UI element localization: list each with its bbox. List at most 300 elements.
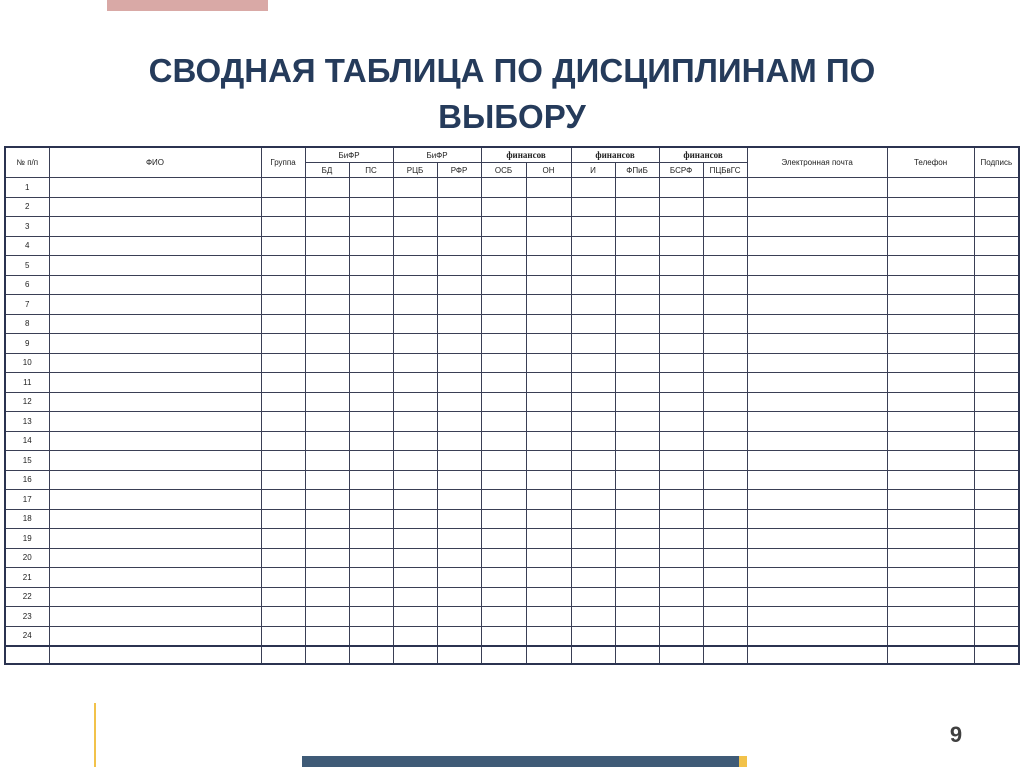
table-cell[interactable] bbox=[659, 587, 703, 607]
table-cell[interactable] bbox=[305, 587, 349, 607]
table-cell[interactable] bbox=[887, 334, 974, 354]
table-cell[interactable] bbox=[659, 646, 703, 664]
table-cell[interactable] bbox=[571, 412, 615, 432]
table-cell[interactable] bbox=[349, 275, 393, 295]
table-cell[interactable] bbox=[974, 587, 1019, 607]
table-cell[interactable] bbox=[261, 509, 305, 529]
table-cell[interactable] bbox=[571, 607, 615, 627]
table-cell[interactable] bbox=[526, 256, 571, 276]
table-cell[interactable] bbox=[747, 197, 887, 217]
table-cell[interactable] bbox=[747, 626, 887, 646]
table-cell[interactable] bbox=[349, 236, 393, 256]
table-cell[interactable] bbox=[887, 490, 974, 510]
table-cell[interactable] bbox=[49, 548, 261, 568]
table-cell[interactable] bbox=[615, 529, 659, 549]
table-cell[interactable] bbox=[481, 587, 526, 607]
table-cell[interactable] bbox=[49, 236, 261, 256]
table-cell[interactable] bbox=[305, 236, 349, 256]
table-cell[interactable] bbox=[747, 431, 887, 451]
table-cell[interactable] bbox=[571, 587, 615, 607]
table-cell[interactable] bbox=[526, 451, 571, 471]
table-cell[interactable] bbox=[305, 275, 349, 295]
table-cell[interactable] bbox=[49, 178, 261, 198]
table-cell[interactable] bbox=[481, 509, 526, 529]
table-cell[interactable] bbox=[437, 607, 481, 627]
table-cell[interactable] bbox=[974, 256, 1019, 276]
table-cell[interactable] bbox=[49, 256, 261, 276]
table-cell[interactable] bbox=[349, 178, 393, 198]
table-cell[interactable] bbox=[659, 256, 703, 276]
table-cell[interactable] bbox=[305, 470, 349, 490]
table-cell[interactable] bbox=[393, 236, 437, 256]
table-cell[interactable] bbox=[49, 587, 261, 607]
table-cell[interactable] bbox=[393, 217, 437, 237]
table-cell[interactable] bbox=[261, 217, 305, 237]
table-cell[interactable] bbox=[703, 236, 747, 256]
table-cell[interactable] bbox=[393, 295, 437, 315]
table-cell[interactable] bbox=[393, 353, 437, 373]
table-cell[interactable] bbox=[349, 587, 393, 607]
table-cell[interactable] bbox=[571, 470, 615, 490]
table-cell[interactable] bbox=[261, 470, 305, 490]
table-cell[interactable] bbox=[703, 353, 747, 373]
table-cell[interactable] bbox=[49, 197, 261, 217]
table-cell[interactable] bbox=[481, 217, 526, 237]
table-cell[interactable] bbox=[747, 451, 887, 471]
table-cell[interactable] bbox=[615, 217, 659, 237]
table-cell[interactable] bbox=[305, 256, 349, 276]
table-cell[interactable] bbox=[615, 587, 659, 607]
table-cell[interactable] bbox=[526, 314, 571, 334]
table-cell[interactable] bbox=[526, 178, 571, 198]
table-cell[interactable] bbox=[261, 451, 305, 471]
table-cell[interactable] bbox=[305, 548, 349, 568]
table-cell[interactable] bbox=[747, 334, 887, 354]
table-cell[interactable] bbox=[261, 197, 305, 217]
table-cell[interactable] bbox=[615, 353, 659, 373]
table-cell[interactable] bbox=[703, 451, 747, 471]
table-cell[interactable] bbox=[393, 568, 437, 588]
table-cell[interactable] bbox=[747, 314, 887, 334]
table-cell[interactable] bbox=[437, 529, 481, 549]
table-cell[interactable] bbox=[481, 197, 526, 217]
table-cell[interactable] bbox=[571, 295, 615, 315]
table-cell[interactable] bbox=[261, 373, 305, 393]
table-cell[interactable] bbox=[349, 217, 393, 237]
table-cell[interactable] bbox=[887, 392, 974, 412]
table-cell[interactable] bbox=[49, 373, 261, 393]
table-cell[interactable] bbox=[481, 392, 526, 412]
table-cell[interactable] bbox=[437, 490, 481, 510]
table-cell[interactable] bbox=[703, 295, 747, 315]
table-cell[interactable] bbox=[703, 392, 747, 412]
table-cell[interactable] bbox=[437, 295, 481, 315]
table-cell[interactable] bbox=[349, 314, 393, 334]
table-cell[interactable] bbox=[571, 197, 615, 217]
table-cell[interactable] bbox=[349, 607, 393, 627]
table-cell[interactable] bbox=[349, 646, 393, 664]
table-cell[interactable] bbox=[261, 646, 305, 664]
table-cell[interactable] bbox=[615, 275, 659, 295]
table-cell[interactable] bbox=[49, 607, 261, 627]
table-cell[interactable] bbox=[481, 431, 526, 451]
table-cell[interactable] bbox=[481, 353, 526, 373]
table-cell[interactable] bbox=[571, 217, 615, 237]
table-cell[interactable] bbox=[974, 314, 1019, 334]
table-cell[interactable] bbox=[437, 392, 481, 412]
table-cell[interactable] bbox=[437, 236, 481, 256]
table-cell[interactable] bbox=[571, 373, 615, 393]
table-cell[interactable] bbox=[615, 431, 659, 451]
table-cell[interactable] bbox=[305, 295, 349, 315]
table-cell[interactable] bbox=[305, 431, 349, 451]
table-cell[interactable] bbox=[974, 353, 1019, 373]
table-cell[interactable] bbox=[349, 490, 393, 510]
table-cell[interactable] bbox=[659, 275, 703, 295]
table-cell[interactable] bbox=[747, 412, 887, 432]
table-cell[interactable] bbox=[974, 373, 1019, 393]
table-cell[interactable] bbox=[615, 392, 659, 412]
table-cell[interactable] bbox=[261, 626, 305, 646]
table-cell[interactable] bbox=[615, 295, 659, 315]
table-cell[interactable] bbox=[305, 509, 349, 529]
table-cell[interactable] bbox=[703, 529, 747, 549]
table-cell[interactable] bbox=[261, 353, 305, 373]
table-cell[interactable] bbox=[659, 197, 703, 217]
table-cell[interactable] bbox=[571, 334, 615, 354]
table-cell[interactable] bbox=[747, 275, 887, 295]
table-cell[interactable] bbox=[747, 548, 887, 568]
table-cell[interactable] bbox=[261, 490, 305, 510]
table-cell[interactable] bbox=[571, 353, 615, 373]
table-cell[interactable] bbox=[349, 548, 393, 568]
table-cell[interactable] bbox=[481, 256, 526, 276]
table-cell[interactable] bbox=[49, 217, 261, 237]
table-cell[interactable] bbox=[887, 197, 974, 217]
table-cell[interactable] bbox=[481, 275, 526, 295]
table-cell[interactable] bbox=[615, 451, 659, 471]
table-cell[interactable] bbox=[305, 568, 349, 588]
table-cell[interactable] bbox=[305, 607, 349, 627]
table-cell[interactable] bbox=[659, 178, 703, 198]
table-cell[interactable] bbox=[974, 470, 1019, 490]
table-cell[interactable] bbox=[615, 607, 659, 627]
table-cell[interactable] bbox=[437, 431, 481, 451]
table-cell[interactable] bbox=[305, 646, 349, 664]
table-cell[interactable] bbox=[49, 353, 261, 373]
table-cell[interactable] bbox=[747, 587, 887, 607]
table-cell[interactable] bbox=[393, 490, 437, 510]
table-cell[interactable] bbox=[703, 626, 747, 646]
table-cell[interactable] bbox=[703, 587, 747, 607]
table-cell[interactable] bbox=[703, 373, 747, 393]
table-cell[interactable] bbox=[659, 353, 703, 373]
table-cell[interactable] bbox=[49, 392, 261, 412]
table-cell[interactable] bbox=[747, 353, 887, 373]
table-cell[interactable] bbox=[481, 470, 526, 490]
table-cell[interactable] bbox=[974, 490, 1019, 510]
table-cell[interactable] bbox=[349, 451, 393, 471]
table-cell[interactable] bbox=[481, 314, 526, 334]
table-cell[interactable] bbox=[49, 451, 261, 471]
table-cell[interactable] bbox=[393, 412, 437, 432]
table-cell[interactable] bbox=[349, 295, 393, 315]
table-cell[interactable] bbox=[481, 490, 526, 510]
table-cell[interactable] bbox=[703, 256, 747, 276]
table-cell[interactable] bbox=[49, 314, 261, 334]
table-cell[interactable] bbox=[481, 334, 526, 354]
table-cell[interactable] bbox=[887, 275, 974, 295]
table-cell[interactable] bbox=[437, 646, 481, 664]
table-cell[interactable] bbox=[615, 236, 659, 256]
table-cell[interactable] bbox=[703, 646, 747, 664]
table-cell[interactable] bbox=[393, 373, 437, 393]
table-cell[interactable] bbox=[747, 236, 887, 256]
table-cell[interactable] bbox=[974, 509, 1019, 529]
table-cell[interactable] bbox=[349, 256, 393, 276]
table-cell[interactable] bbox=[974, 275, 1019, 295]
table-cell[interactable] bbox=[659, 217, 703, 237]
table-cell[interactable] bbox=[974, 197, 1019, 217]
table-cell[interactable] bbox=[974, 412, 1019, 432]
table-cell[interactable] bbox=[305, 626, 349, 646]
table-cell[interactable] bbox=[393, 178, 437, 198]
table-cell[interactable] bbox=[349, 197, 393, 217]
table-cell[interactable] bbox=[747, 217, 887, 237]
table-cell[interactable] bbox=[349, 373, 393, 393]
table-cell[interactable] bbox=[49, 626, 261, 646]
table-cell[interactable] bbox=[659, 412, 703, 432]
table-cell[interactable] bbox=[615, 334, 659, 354]
table-cell[interactable] bbox=[974, 431, 1019, 451]
table-cell[interactable] bbox=[349, 334, 393, 354]
table-cell[interactable] bbox=[261, 314, 305, 334]
table-cell[interactable] bbox=[261, 548, 305, 568]
table-cell[interactable] bbox=[571, 626, 615, 646]
table-cell[interactable] bbox=[261, 431, 305, 451]
table-cell[interactable] bbox=[349, 470, 393, 490]
table-cell[interactable] bbox=[437, 353, 481, 373]
table-cell[interactable] bbox=[437, 197, 481, 217]
table-cell[interactable] bbox=[974, 607, 1019, 627]
table-cell[interactable] bbox=[659, 490, 703, 510]
table-cell[interactable] bbox=[887, 587, 974, 607]
table-cell[interactable] bbox=[526, 587, 571, 607]
table-cell[interactable] bbox=[571, 548, 615, 568]
table-cell[interactable] bbox=[261, 412, 305, 432]
table-cell[interactable] bbox=[615, 373, 659, 393]
table-cell[interactable] bbox=[349, 626, 393, 646]
table-cell[interactable] bbox=[261, 275, 305, 295]
table-cell[interactable] bbox=[615, 568, 659, 588]
table-cell[interactable] bbox=[526, 529, 571, 549]
table-cell[interactable] bbox=[261, 607, 305, 627]
table-cell[interactable] bbox=[393, 334, 437, 354]
table-cell[interactable] bbox=[349, 568, 393, 588]
table-cell[interactable] bbox=[393, 587, 437, 607]
table-cell[interactable] bbox=[887, 646, 974, 664]
table-cell[interactable] bbox=[887, 353, 974, 373]
table-cell[interactable] bbox=[437, 587, 481, 607]
table-cell[interactable] bbox=[887, 178, 974, 198]
table-cell[interactable] bbox=[393, 470, 437, 490]
table-cell[interactable] bbox=[659, 626, 703, 646]
table-cell[interactable] bbox=[526, 334, 571, 354]
table-cell[interactable] bbox=[747, 646, 887, 664]
table-cell[interactable] bbox=[437, 451, 481, 471]
table-cell[interactable] bbox=[887, 548, 974, 568]
table-cell[interactable] bbox=[393, 314, 437, 334]
table-cell[interactable] bbox=[703, 334, 747, 354]
table-cell[interactable] bbox=[349, 529, 393, 549]
table-cell[interactable] bbox=[887, 217, 974, 237]
table-cell[interactable] bbox=[526, 236, 571, 256]
table-cell[interactable] bbox=[571, 178, 615, 198]
table-cell[interactable] bbox=[526, 217, 571, 237]
table-cell[interactable] bbox=[49, 568, 261, 588]
table-cell[interactable] bbox=[49, 490, 261, 510]
table-cell[interactable] bbox=[703, 314, 747, 334]
table-cell[interactable] bbox=[887, 373, 974, 393]
table-cell[interactable] bbox=[393, 529, 437, 549]
table-cell[interactable] bbox=[703, 490, 747, 510]
table-cell[interactable] bbox=[887, 431, 974, 451]
table-cell[interactable] bbox=[703, 470, 747, 490]
table-cell[interactable] bbox=[974, 178, 1019, 198]
table-cell[interactable] bbox=[5, 646, 49, 664]
table-cell[interactable] bbox=[526, 626, 571, 646]
table-cell[interactable] bbox=[571, 568, 615, 588]
table-cell[interactable] bbox=[747, 568, 887, 588]
table-cell[interactable] bbox=[481, 412, 526, 432]
table-cell[interactable] bbox=[887, 236, 974, 256]
table-cell[interactable] bbox=[571, 490, 615, 510]
table-cell[interactable] bbox=[393, 256, 437, 276]
table-cell[interactable] bbox=[615, 470, 659, 490]
table-cell[interactable] bbox=[703, 197, 747, 217]
table-cell[interactable] bbox=[659, 607, 703, 627]
table-cell[interactable] bbox=[974, 392, 1019, 412]
table-cell[interactable] bbox=[571, 275, 615, 295]
table-cell[interactable] bbox=[526, 607, 571, 627]
table-cell[interactable] bbox=[571, 236, 615, 256]
table-cell[interactable] bbox=[571, 529, 615, 549]
table-cell[interactable] bbox=[49, 275, 261, 295]
table-cell[interactable] bbox=[305, 373, 349, 393]
table-cell[interactable] bbox=[305, 314, 349, 334]
table-cell[interactable] bbox=[305, 392, 349, 412]
table-cell[interactable] bbox=[747, 607, 887, 627]
table-cell[interactable] bbox=[887, 451, 974, 471]
table-cell[interactable] bbox=[747, 295, 887, 315]
table-cell[interactable] bbox=[481, 646, 526, 664]
table-cell[interactable] bbox=[481, 236, 526, 256]
table-cell[interactable] bbox=[261, 568, 305, 588]
table-cell[interactable] bbox=[747, 529, 887, 549]
table-cell[interactable] bbox=[571, 256, 615, 276]
table-cell[interactable] bbox=[437, 217, 481, 237]
table-cell[interactable] bbox=[659, 529, 703, 549]
table-cell[interactable] bbox=[571, 431, 615, 451]
table-cell[interactable] bbox=[437, 275, 481, 295]
table-cell[interactable] bbox=[261, 334, 305, 354]
table-cell[interactable] bbox=[615, 509, 659, 529]
table-cell[interactable] bbox=[349, 431, 393, 451]
table-cell[interactable] bbox=[481, 451, 526, 471]
table-cell[interactable] bbox=[703, 275, 747, 295]
table-cell[interactable] bbox=[887, 412, 974, 432]
table-cell[interactable] bbox=[526, 197, 571, 217]
table-cell[interactable] bbox=[974, 334, 1019, 354]
table-cell[interactable] bbox=[49, 431, 261, 451]
table-cell[interactable] bbox=[437, 548, 481, 568]
table-cell[interactable] bbox=[349, 353, 393, 373]
table-cell[interactable] bbox=[437, 412, 481, 432]
table-cell[interactable] bbox=[526, 548, 571, 568]
table-cell[interactable] bbox=[526, 295, 571, 315]
table-cell[interactable] bbox=[887, 256, 974, 276]
table-cell[interactable] bbox=[615, 626, 659, 646]
table-cell[interactable] bbox=[481, 607, 526, 627]
table-cell[interactable] bbox=[974, 217, 1019, 237]
table-cell[interactable] bbox=[305, 451, 349, 471]
table-cell[interactable] bbox=[747, 470, 887, 490]
table-cell[interactable] bbox=[481, 548, 526, 568]
table-cell[interactable] bbox=[261, 295, 305, 315]
table-cell[interactable] bbox=[393, 431, 437, 451]
table-cell[interactable] bbox=[974, 626, 1019, 646]
table-cell[interactable] bbox=[974, 451, 1019, 471]
table-cell[interactable] bbox=[659, 373, 703, 393]
table-cell[interactable] bbox=[437, 178, 481, 198]
table-cell[interactable] bbox=[526, 470, 571, 490]
table-cell[interactable] bbox=[393, 197, 437, 217]
table-cell[interactable] bbox=[349, 392, 393, 412]
table-cell[interactable] bbox=[393, 646, 437, 664]
table-cell[interactable] bbox=[659, 334, 703, 354]
table-cell[interactable] bbox=[703, 548, 747, 568]
table-cell[interactable] bbox=[49, 646, 261, 664]
table-cell[interactable] bbox=[526, 646, 571, 664]
table-cell[interactable] bbox=[526, 509, 571, 529]
table-cell[interactable] bbox=[703, 431, 747, 451]
table-cell[interactable] bbox=[887, 568, 974, 588]
table-cell[interactable] bbox=[261, 178, 305, 198]
table-cell[interactable] bbox=[571, 646, 615, 664]
table-cell[interactable] bbox=[659, 314, 703, 334]
table-cell[interactable] bbox=[659, 295, 703, 315]
table-cell[interactable] bbox=[526, 373, 571, 393]
table-cell[interactable] bbox=[887, 626, 974, 646]
table-cell[interactable] bbox=[437, 626, 481, 646]
table-cell[interactable] bbox=[703, 607, 747, 627]
table-cell[interactable] bbox=[526, 392, 571, 412]
table-cell[interactable] bbox=[659, 392, 703, 412]
table-cell[interactable] bbox=[526, 568, 571, 588]
table-cell[interactable] bbox=[747, 373, 887, 393]
table-cell[interactable] bbox=[261, 587, 305, 607]
table-cell[interactable] bbox=[526, 275, 571, 295]
table-cell[interactable] bbox=[615, 178, 659, 198]
table-cell[interactable] bbox=[261, 236, 305, 256]
table-cell[interactable] bbox=[615, 490, 659, 510]
table-cell[interactable] bbox=[305, 217, 349, 237]
table-cell[interactable] bbox=[49, 295, 261, 315]
table-cell[interactable] bbox=[49, 470, 261, 490]
table-cell[interactable] bbox=[437, 314, 481, 334]
table-cell[interactable] bbox=[974, 529, 1019, 549]
table-cell[interactable] bbox=[615, 256, 659, 276]
